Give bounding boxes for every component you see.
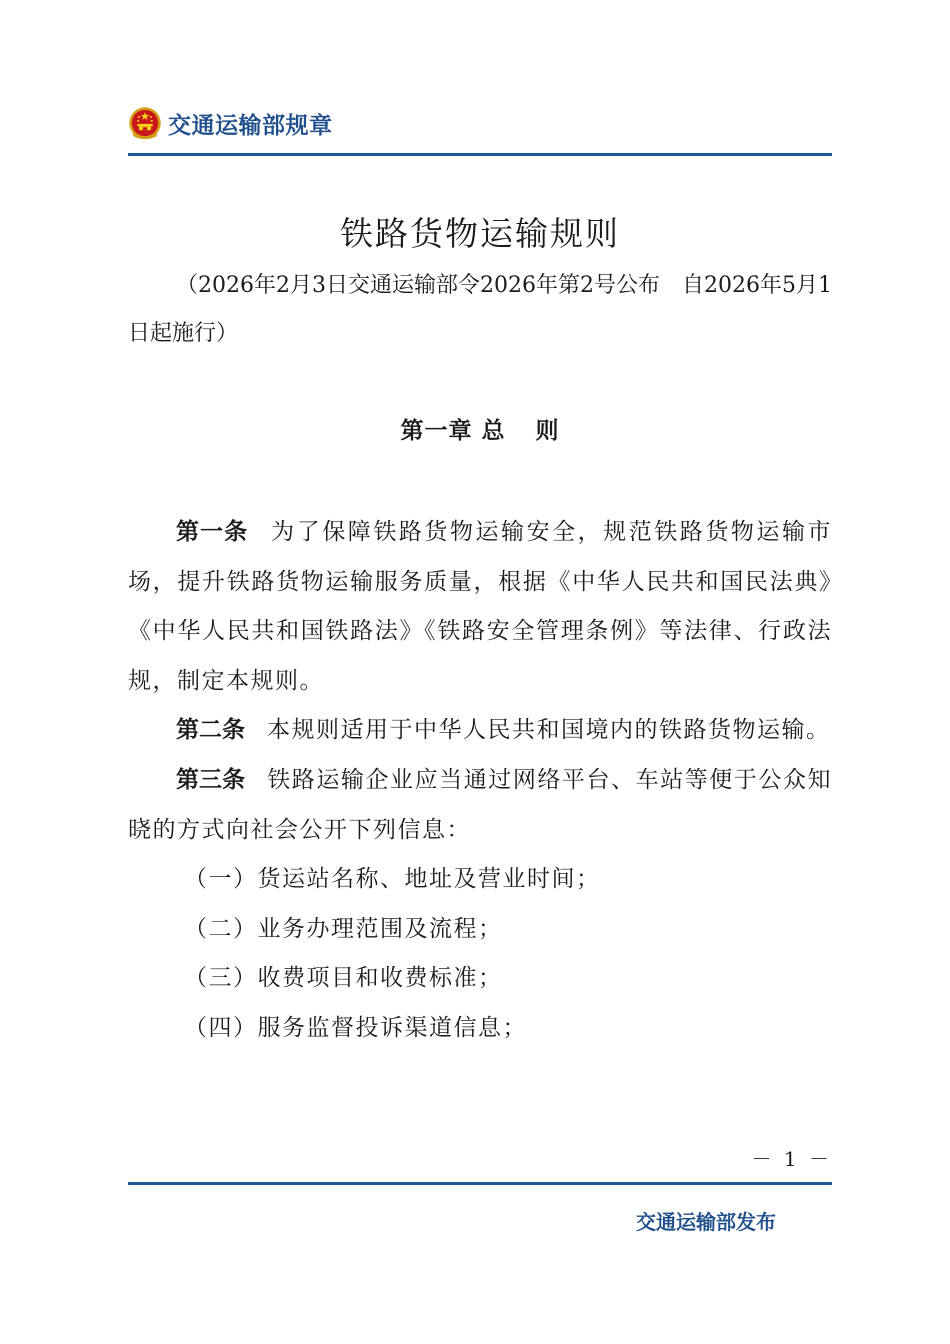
article xyxy=(128,756,832,855)
document-body xyxy=(128,508,832,1054)
article-text: 为了保障铁路货物运输安全，规范铁路货物运输市场，提升铁路货物运输服务质量，根据《中华人民共和国民法典》《中华人民共和国铁路法》《铁路安全管理条例》等法律、行政法规，制定本规则。 xyxy=(128,519,833,694)
article xyxy=(128,706,832,756)
article-text: 铁路运输企业应当通过网络平台、车站等便于公众知晓的方式向社会公开下列信息： xyxy=(128,766,833,843)
header-divider xyxy=(128,153,832,156)
footer-publisher: 交通运输部发布 xyxy=(636,1210,776,1234)
list-item: （三）收费项目和收费标准； xyxy=(184,965,503,992)
promulgation-note xyxy=(128,262,832,358)
chapter-number: 第一章 xyxy=(400,418,473,444)
chapter-name-right: 则 xyxy=(535,418,560,444)
footer-divider xyxy=(128,1182,832,1185)
article-label: 第三条 xyxy=(176,766,246,793)
national-emblem-icon xyxy=(128,106,162,140)
chapter-heading xyxy=(128,412,832,445)
list-item: （四）服务监督投诉渠道信息； xyxy=(184,1014,527,1041)
list-item: （一）货运站名称、地址及营业时间； xyxy=(184,866,601,893)
article-label: 第一条 xyxy=(176,519,249,545)
article-text: 本规则适用于中华人民共和国境内的铁路货物运输。 xyxy=(267,717,831,744)
promulgation-text: （2026年2月3日交通运输部令2026年第2号公布 自2026年5月1日起施行） xyxy=(128,273,832,346)
article xyxy=(128,508,832,706)
page-number: － 1 － xyxy=(751,1147,832,1171)
article-label: 第二条 xyxy=(176,717,245,744)
chapter-name-left: 总 xyxy=(481,418,506,444)
page-header xyxy=(128,100,333,146)
list-item: （二）业务办理范围及流程； xyxy=(184,915,503,942)
header-title: 交通运输部规章 xyxy=(168,112,333,139)
document-title: 铁路货物运输规则 xyxy=(340,214,620,253)
